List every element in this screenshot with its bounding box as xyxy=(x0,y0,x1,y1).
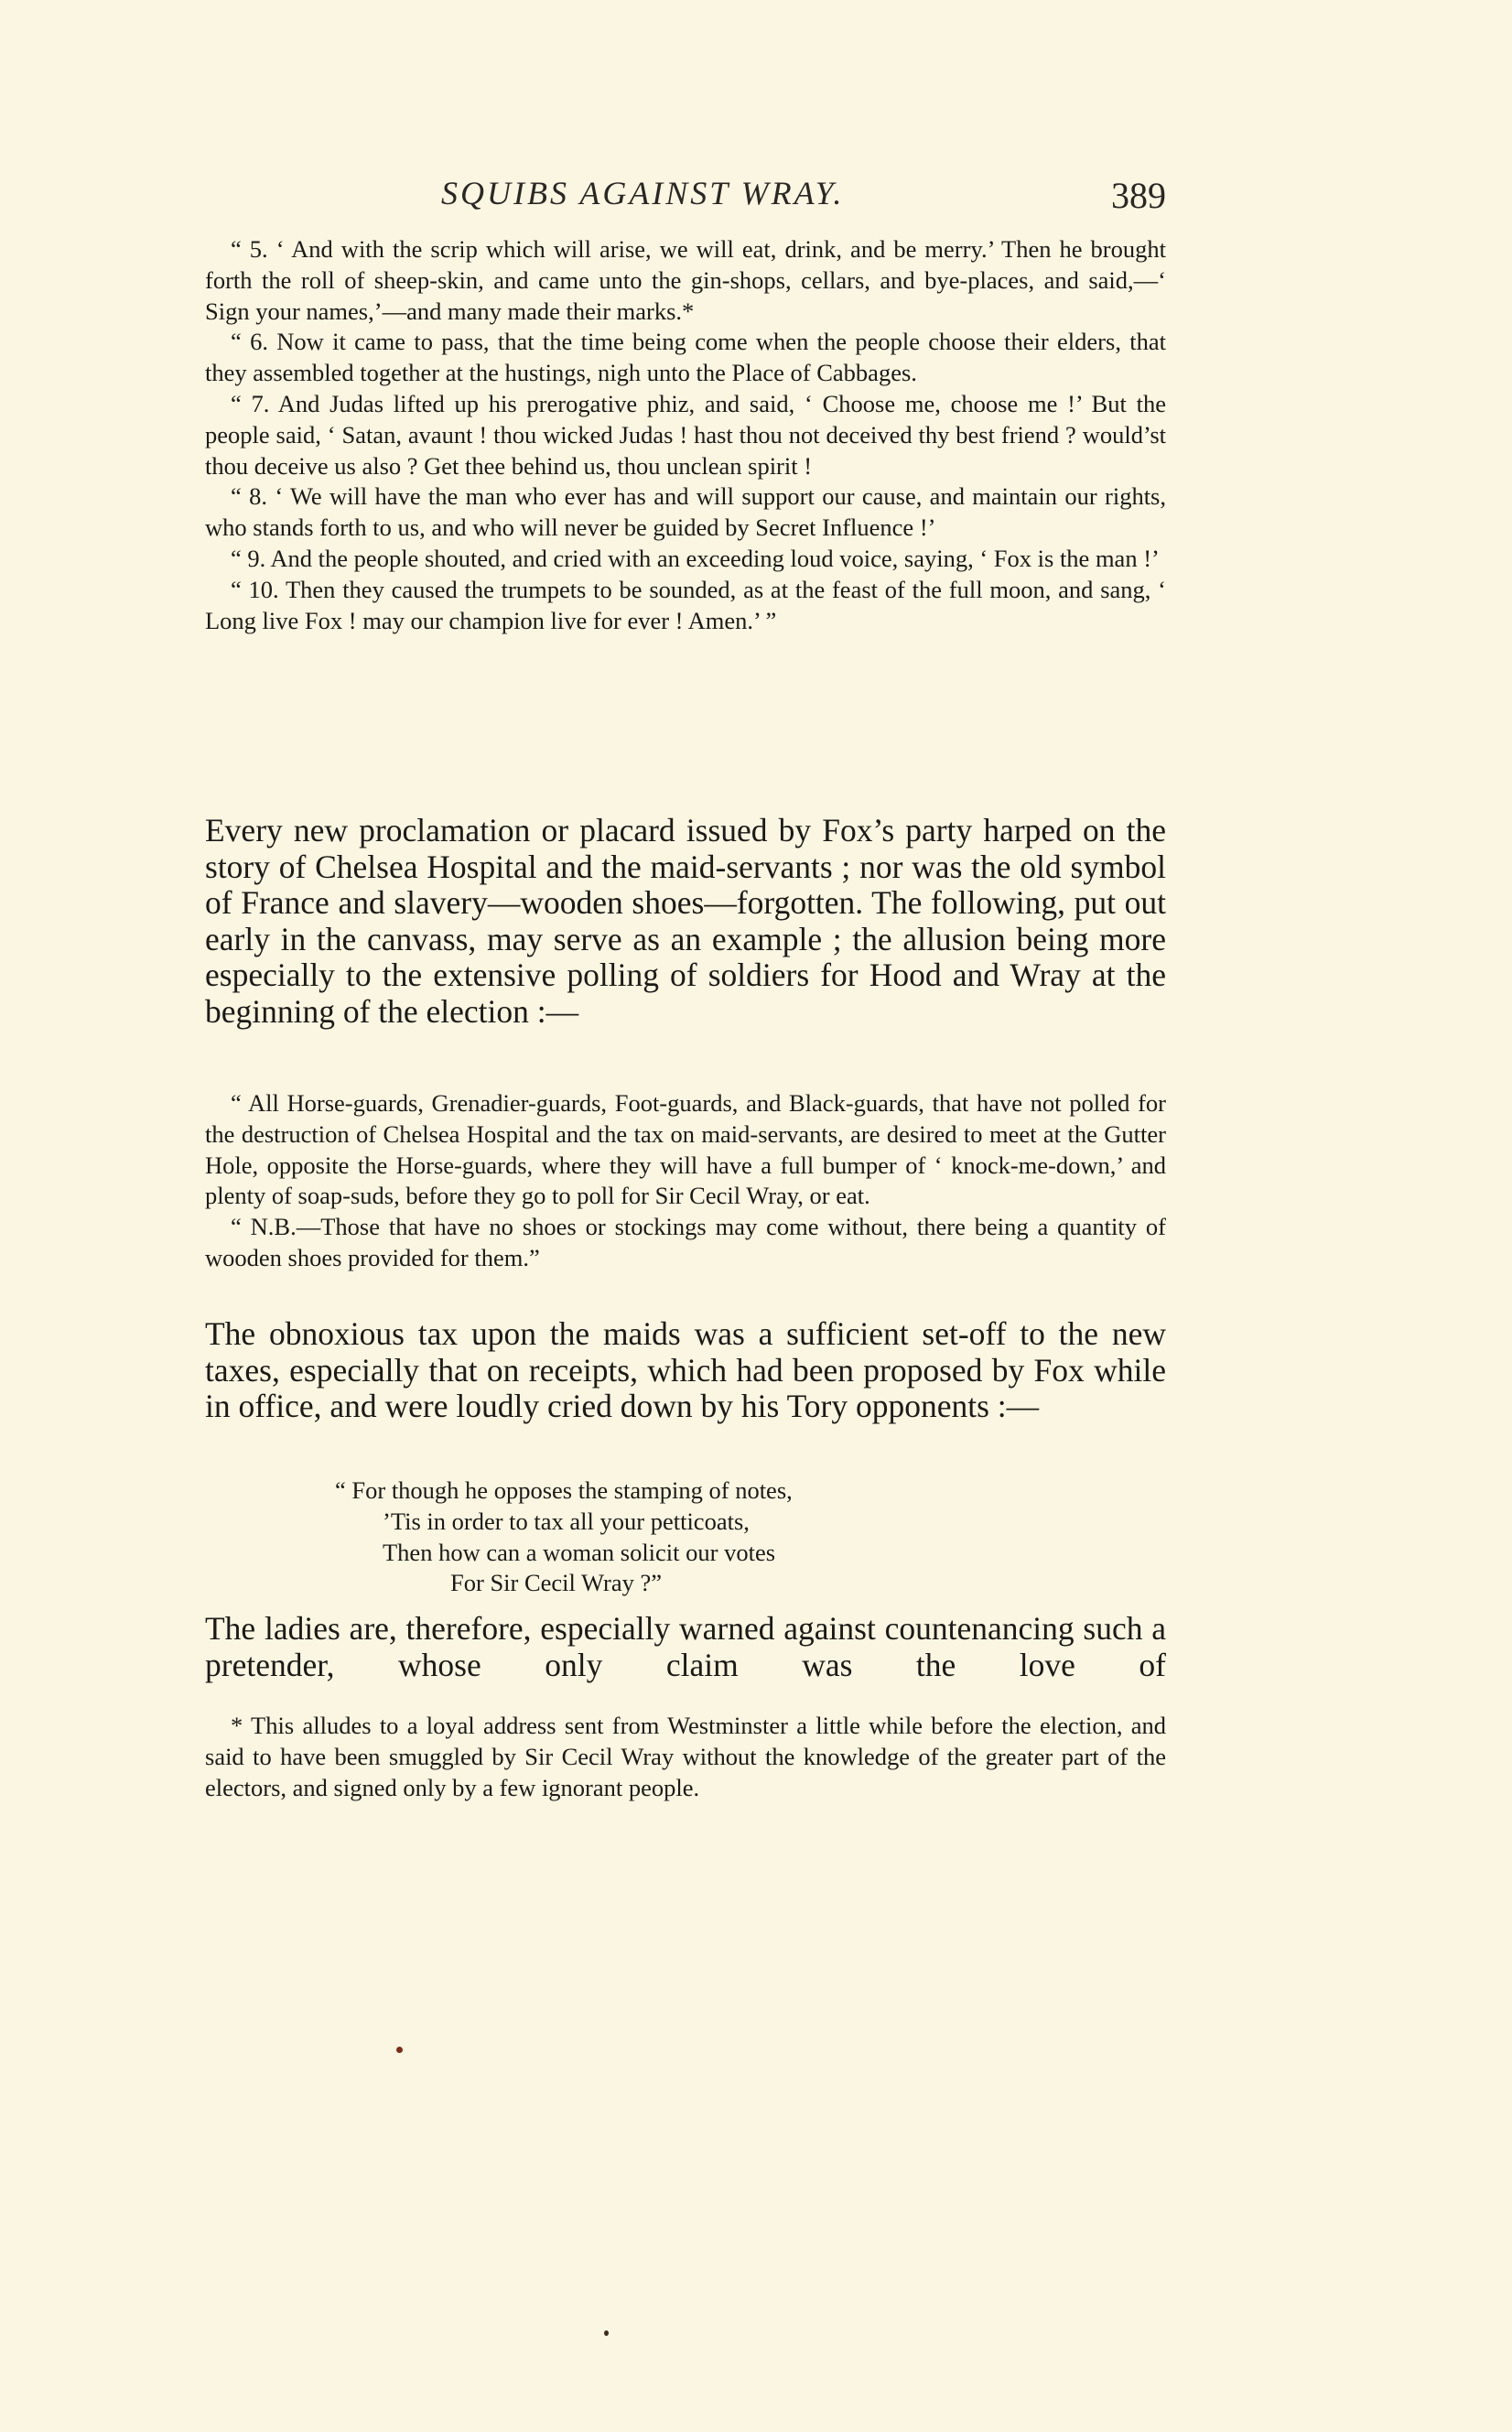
running-title: SQUIBS AGAINST WRAY. xyxy=(441,175,845,211)
placard-note: “ N.B.—Those that have no shoes or stockings may come without, there being a quantity of wooden shoes provided for them.” xyxy=(205,1213,1166,1271)
quoted-parody-verses xyxy=(205,234,1166,636)
running-head xyxy=(205,174,1166,229)
body-text: The obnoxious tax upon the maids was a sufficient set-off to the new taxes, especially that on receipts, which had been proposed by Fox while in office, and were loudly cried down by his Tory opponents :— xyxy=(205,1315,1166,1425)
body-paragraph-proclamation xyxy=(205,813,1166,1031)
quoted-verse xyxy=(335,1475,1067,1599)
verse-line: Then how can a woman solicit our votes xyxy=(383,1538,776,1566)
paper-speck xyxy=(396,2047,403,2053)
body-text: The ladies are, therefore, especially warned against countenancing such a pretender, whose only claim was the love of xyxy=(205,1610,1166,1683)
verse-10: “ 10. Then they caused the trumpets to be sounded, as at the feast of the full moon, and sang, ‘ Long live Fox ! may our champion live for ever ! Amen.’ ” xyxy=(205,575,1166,634)
body-paragraph-ladies xyxy=(205,1611,1166,1683)
body-text: Every new proclamation or placard issued by Fox’s party harped on the story of Chelsea Hospital and the maid-servants ; nor was the old symbol of France and slavery—wooden shoes—forgotten. The following, put out early in the canvass, may serve as an example ; the allusion being more especially to the extensive polling of soldiers for Hood and Wray at the beginning of the election :— xyxy=(205,812,1166,1030)
verse-line: ’Tis in order to tax all your petticoats, xyxy=(383,1507,750,1535)
verse-5: “ 5. ‘ And with the scrip which will arise, we will eat, drink, and be merry.’ Then he brought forth the roll of sheep-skin, and came unto the gin-shops, cellars, and bye-places, and said,—‘ Sign your names,’—and many made their marks.* xyxy=(205,235,1166,325)
verse-7: “ 7. And Judas lifted up his prerogative phiz, and said, ‘ Choose me, choose me !’ But the people said, ‘ Satan, avaunt ! thou wicked Judas ! hast thou not deceived thy best friend ? would’st thou deceive us also ? Get thee behind us, thou unclean spirit ! xyxy=(205,389,1166,480)
verse-line: “ For though he opposes the stamping of notes, xyxy=(335,1476,793,1504)
verse-6: “ 6. Now it came to pass, that the time being come when the people choose their elders, that they assembled together at the hustings, nigh unto the Place of Cabbages. xyxy=(205,328,1166,387)
body-paragraph-tax xyxy=(205,1316,1166,1425)
paper-speck xyxy=(604,2330,609,2336)
page-number: 389 xyxy=(1111,175,1166,216)
footnote-text: * This alludes to a loyal address sent from Westminster a little while before the election, and said to have been smuggled by Sir Cecil Wray without the knowledge of the greater part of the electors, and signed only by a few ignorant people. xyxy=(205,1712,1166,1801)
footnote xyxy=(205,1711,1166,1803)
verse-line: For Sir Cecil Wray ?” xyxy=(450,1569,662,1597)
verse-8: “ 8. ‘ We will have the man who ever has and will support our cause, and maintain our rights, who stands forth to us, and who will never be guided by Secret Influence !’ xyxy=(205,482,1166,542)
quoted-placard xyxy=(205,1088,1166,1274)
verse-9: “ 9. And the people shouted, and cried with an exceeding loud voice, saying, ‘ Fox is the man !’ xyxy=(231,544,1160,572)
placard-text: “ All Horse-guards, Grenadier-guards, Foot-guards, and Black-guards, that have not polled for the destruction of Chelsea Hospital and the tax on maid-servants, are desired to meet at the Gutter Hole, opposite the Horse-guards, where they will have a full bumper of ‘ knock-me-down,’ and plenty of soap-suds, before they go to poll for Sir Cecil Wray, or eat. xyxy=(205,1089,1166,1210)
